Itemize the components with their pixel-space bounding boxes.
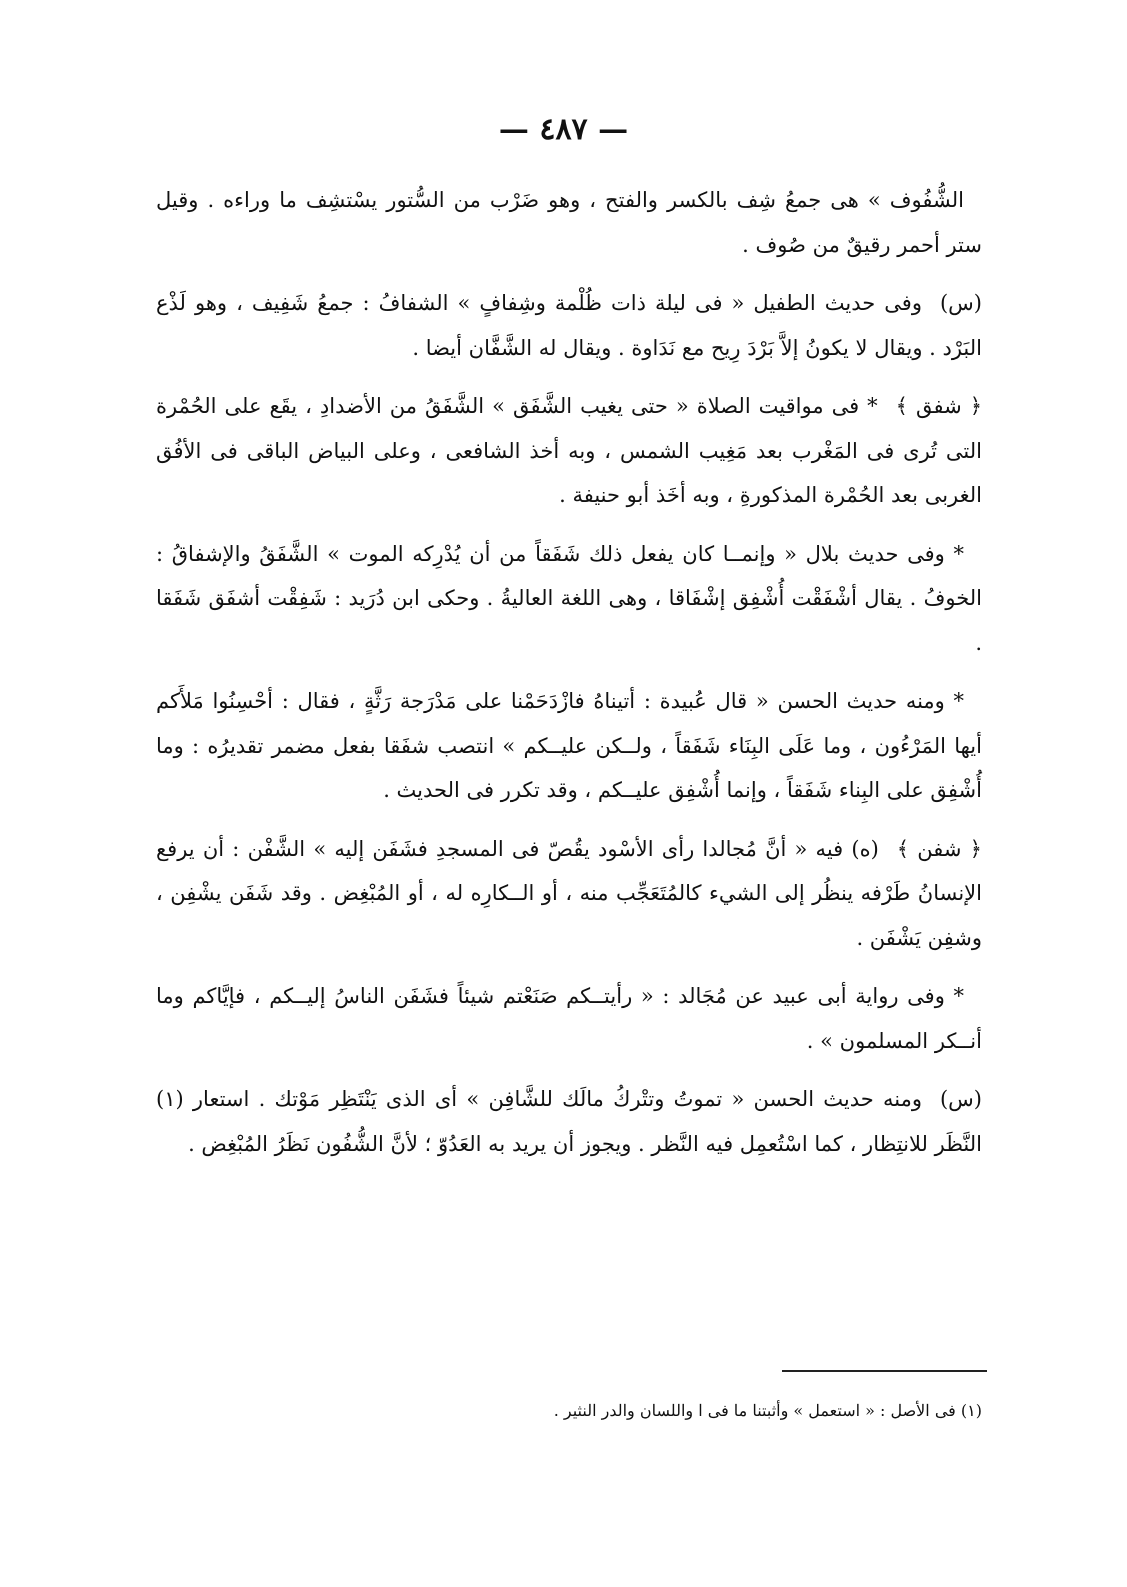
paragraph-text: * وفى رواية أبى عبيد عن مُجَالد : « رأيتــكم صَنَعْتم شيئاً فشَفَن الناسُ إليــكم ، فإيَّاكم وما أنــكر المسلمون » . xyxy=(156,984,982,1053)
paragraph xyxy=(156,827,982,961)
paragraph-text: (ه) فيه « أنَّ مُجالدا رأى الأسْود يقُصّ فى المسجدِ فشَفَن إليه » الشَّفْن : أن يرفع الإنسانُ طَرْفه ينظُر إلى الشيء كالمُتَعَجِّب منه ، أو الــكارِه له ، أو المُبْغِض . وقد شَفَن يشْفِن ، وشفِن يَشْفَن . xyxy=(156,836,982,950)
paragraph xyxy=(156,384,982,518)
paragraph-text: * فى مواقيت الصلاة « حتى يغيب الشَّفَق » الشَّفَقُ من الأضدادِ ، يقَع على الحُمْرة التى تُرى فى المَغْرب بعد مَغِيب الشمس ، وبه أخذ الشافعى ، وعلى البياض الباقى فى الأفُق الغربى بعد الحُمْرة المذكورةِ ، وبه أخَذ أبو حنيفة . xyxy=(156,394,982,507)
body-text xyxy=(156,178,982,1180)
paragraph xyxy=(156,178,982,267)
paragraph-text: * وفى حديث بلال « وإنمــا كان يفعل ذلك شَفَقاً من أن يُدْرِكه الموت » الشَّفَقُ والإشفاقُ : الخوفُ . يقال أشْفَقْت أُشْفِق إشْفَاقا ، وهى اللغة العاليةُ . وحكى ابن دُرَيد : شَفِقْت أشفَق شَفَقا . xyxy=(156,541,982,655)
paragraph-lead: (س) xyxy=(939,291,982,315)
paragraph-lead: ﴿ شفن ﴾ xyxy=(896,836,982,861)
paragraph-text: الشُّفُوف » هى جمعُ شِف بالكسر والفتح ، وهو ضَرْب من السُّتور يسْتشِف ما وراءه . وقيل ستر أحمر رقيقٌ من صُوف . xyxy=(156,188,982,257)
paragraph xyxy=(156,281,982,370)
paragraph xyxy=(156,974,982,1063)
paragraph xyxy=(156,679,982,813)
page-number: — ٤٨٧ — xyxy=(498,112,629,147)
paragraph-text: * ومنه حديث الحسن « قال عُبيدة : أتيناهُ فازْدَحَمْنا على مَدْرَجة رَثَّةٍ ، فقال : أحْسِنُوا مَلأَكم أيها المَرْءُون ، وما عَلَى البِنَاء شَفَقاً ، ولــكن عليــكم » انتصب شفَقا بفعل مضمر تقديرُه : وما أُشْفِق على البِناء شَفَقاً ، وإنما أُشْفِق عليــكم ، وقد تكرر فى الحديث . xyxy=(156,689,982,802)
footnote-divider xyxy=(782,1370,987,1372)
paragraph xyxy=(156,1077,982,1166)
paragraph-lead: ﴿ شفق ﴾ xyxy=(895,394,983,418)
paragraph xyxy=(156,532,982,666)
footnote: (١) فى الأصل : « استعمل » وأثبتنا ما فى ا واللسان والدر النثير . xyxy=(553,1401,982,1420)
paragraph-text: ومنه حديث الحسن « تموتُ وتتْركُ مالَك للشَّافِن » أى الذى يَنْتَظِر مَوْتك . استعار (١) النَّظَر للانتِظار ، كما اسْتُعمِل فيه النَّظر . ويجوز أن يريد به العَدُوّ ؛ لأنَّ الشُّفُون نَظَرُ المُبْغِض . xyxy=(156,1087,982,1156)
paragraph-text: وفى حديث الطفيل « فى ليلة ذات ظُلْمة وشِفافٍ » الشفافُ : جمعُ شَفِيف ، وهو لَذْع البَرْد . ويقال لا يكونُ إلاَّ بَرْدَ رِيح مع نَدَاوة . ويقال له الشَّفَّان أيضا . xyxy=(156,291,982,360)
paragraph-lead: (س) xyxy=(939,1087,982,1111)
